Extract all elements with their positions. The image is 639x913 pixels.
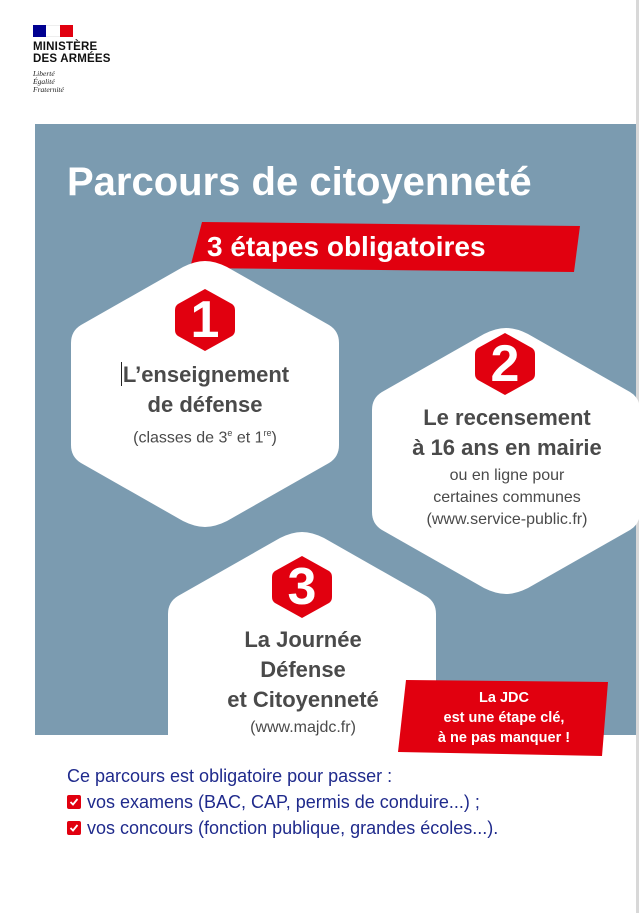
step-2-text — [382, 403, 632, 531]
jdc-callout — [408, 688, 600, 748]
step-3-title-line-1: La Journée — [244, 627, 362, 652]
callout-line-3: à ne pas manquer ! — [437, 730, 571, 746]
ministry-logo — [33, 25, 153, 94]
requirement-exams: vos examens (BAC, CAP, permis de conduire...) ; — [87, 792, 480, 812]
step-2-title-line-2: à 16 ans en mairie — [412, 435, 602, 460]
ministry-name-line-1: MINISTÈRE — [33, 41, 98, 53]
requirement-item — [67, 815, 627, 841]
step-3-text — [178, 625, 428, 739]
step-1-title-line-1: L’enseignement — [122, 362, 290, 387]
step-1-title-line-2: de défense — [147, 392, 263, 417]
republic-motto — [33, 70, 153, 94]
checkbox-checked-icon — [67, 821, 81, 835]
step-1-number: 1 — [190, 291, 220, 349]
checkbox-checked-icon — [67, 795, 81, 809]
requirement-item — [67, 789, 627, 815]
callout-line-2: est une étape clé, — [443, 710, 565, 726]
step-3-detail: (www.majdc.fr) — [250, 719, 356, 736]
step-1-text — [80, 360, 330, 449]
french-flag-icon — [33, 25, 73, 37]
text-cursor — [121, 362, 122, 386]
motto-egalite: Égalité — [33, 77, 55, 86]
requirements-section — [67, 763, 627, 841]
requirement-competitions: vos concours (fonction publique, grandes écoles...). — [87, 818, 499, 838]
requirements-intro: Ce parcours est obligatoire pour passer : — [67, 766, 393, 786]
motto-liberte: Liberté — [33, 69, 55, 78]
step-1-detail: (classes de 3e et 1re) — [133, 428, 277, 447]
step-2-number: 2 — [490, 335, 520, 393]
banner-title: 3 étapes obligatoires — [207, 231, 486, 262]
step-2-detail-line-3: (www.service-public.fr) — [426, 511, 588, 528]
step-3-number: 3 — [287, 558, 317, 616]
ministry-name-line-2: DES ARMÉES — [33, 53, 111, 65]
callout-line-1: La JDC — [479, 690, 529, 706]
step-3-title-line-3: et Citoyenneté — [227, 687, 379, 712]
step-2-detail-line-2: certaines communes — [433, 489, 581, 506]
step-2-title-line-1: Le recensement — [423, 405, 591, 430]
step-2-detail-line-1: ou en ligne pour — [449, 467, 565, 484]
motto-fraternite: Fraternité — [33, 85, 64, 94]
page-title: Parcours de citoyenneté — [67, 160, 532, 204]
step-3-title-line-2: Défense — [260, 657, 346, 682]
ministry-name — [33, 41, 153, 65]
